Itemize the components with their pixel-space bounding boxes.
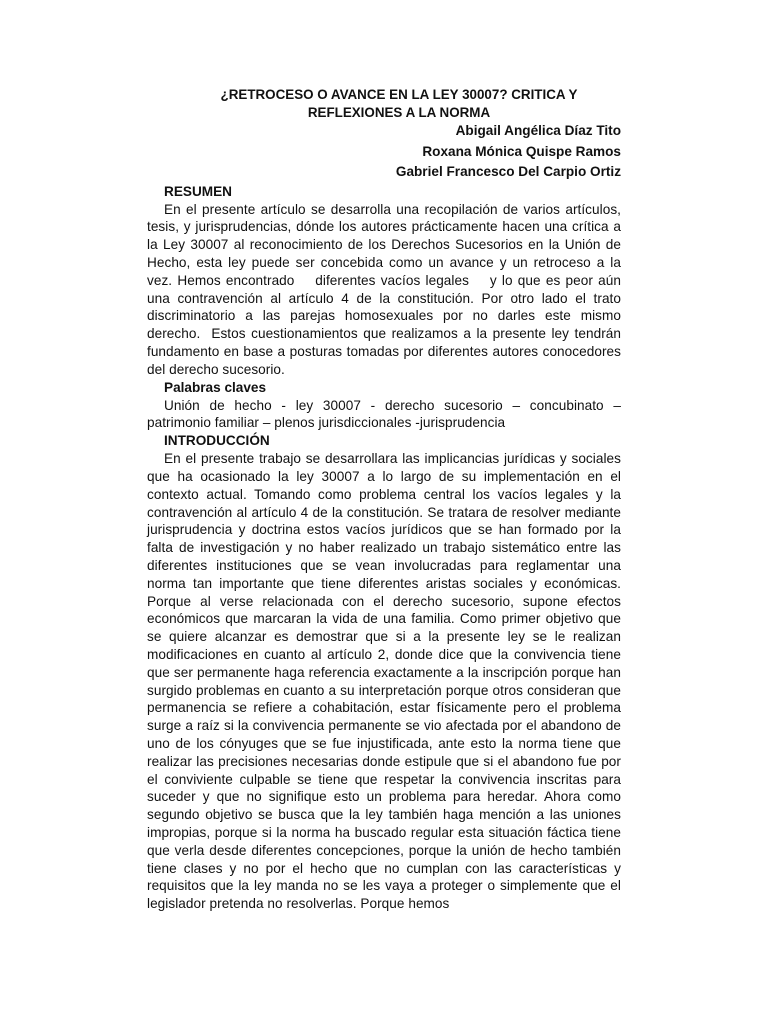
document-title: ¿RETROCESO O AVANCE EN LA LEY 30007? CRITICA Y REFLEXIONES A LA NORMA [220,87,578,120]
author-1: Abigail Angélica Díaz Tito [455,123,621,139]
keywords-heading: Palabras claves [164,379,267,395]
resumen-paragraph: En el presente artículo se desarrolla una recopilación de varios artículos, tesis, y jurisprudencias, dónde los autores prácticamente hacen una crítica a la Ley 30007 al reconocimiento de los Derechos Sucesorios en la Unión de Hecho, esta ley puede ser concebida como un avance y un retroceso a la vez. Hemos encontrado diferentes vacíos legales y lo que es peor aún una contravención al artículo 4 de la constitución. Por otro lado el trato discriminatorio a las parejas homosexuales por no darles este mismo derecho. Estos cuestionamientos que realizamos a la presente ley tendrán fundamento en base a posturas tomadas por diferentes autores conocedores del derecho sucesorio. [147,201,625,377]
resumen-heading: RESUMEN [164,183,232,199]
author-2: Roxana Mónica Quispe Ramos [422,143,621,159]
document-page [147,86,625,913]
keywords-paragraph: Unión de hecho - ley 30007 - derecho sucesorio – concubinato – patrimonio familiar – plenos jurisdiccionales -jurisprudencia [147,397,621,431]
author-3: Gabriel Francesco Del Carpio Ortiz [395,164,621,180]
introduction-paragraph: En el presente trabajo se desarrollara las implicancias jurídicas y sociales que ha ocasionado la ley 30007 a lo largo de su implementación en el contexto actual. Tomando como problema central los vacíos legales y la contravención al artículo 4 de la constitución. Se tratara de resolver mediante jurisprudencia y doctrina estos vacíos jurídicos que se han formado por la falta de investigación y no haber realizado un trabajo sistemático entre las diferentes instituciones que se vean involucradas para reglamentar una norma tan importante que tiene diferentes aristas sociales y económicas. Porque al verse relacionada con el derecho sucesorio, supone efectos económicos que marcaran la vida de una familia. Como primer objetivo que se quiere alcanzar es demostrar que si a la presente ley se le realizan modificaciones en cuanto al artículo 2, donde dice que la convivencia tiene que ser permanente haga referencia exactamente a la inscripción porque han surgido problemas en cuanto a su interpretación porque otros consideran que permanencia se refiere a cohabitación, estar físicamente pero el problema surge a raíz si la convivencia permanente se vio afectada por el abandono de uno de los cónyuges que se fue injustificada, ante esto la norma tiene que realizar las precisiones necesarias donde estipule que si el abandono fue por el conviviente culpable se tiene que respetar la convivencia inscritas para suceder y que no signifique esto un problema para heredar. Ahora como segundo objetivo se busca que la ley también haga mención a las uniones impropias, porque si la norma ha buscado regular esta situación fáctica tiene que verla desde diferentes concepciones, porque la unión de hecho también tiene clases y no por el hecho que no cumplan con las características y requisitos que la ley manda no se les vaya a proteger o simplemente que el legislador pretenda no resolverlas. Porque hemos [147,451,621,912]
introduction-heading: INTRODUCCIÓN [164,433,270,449]
